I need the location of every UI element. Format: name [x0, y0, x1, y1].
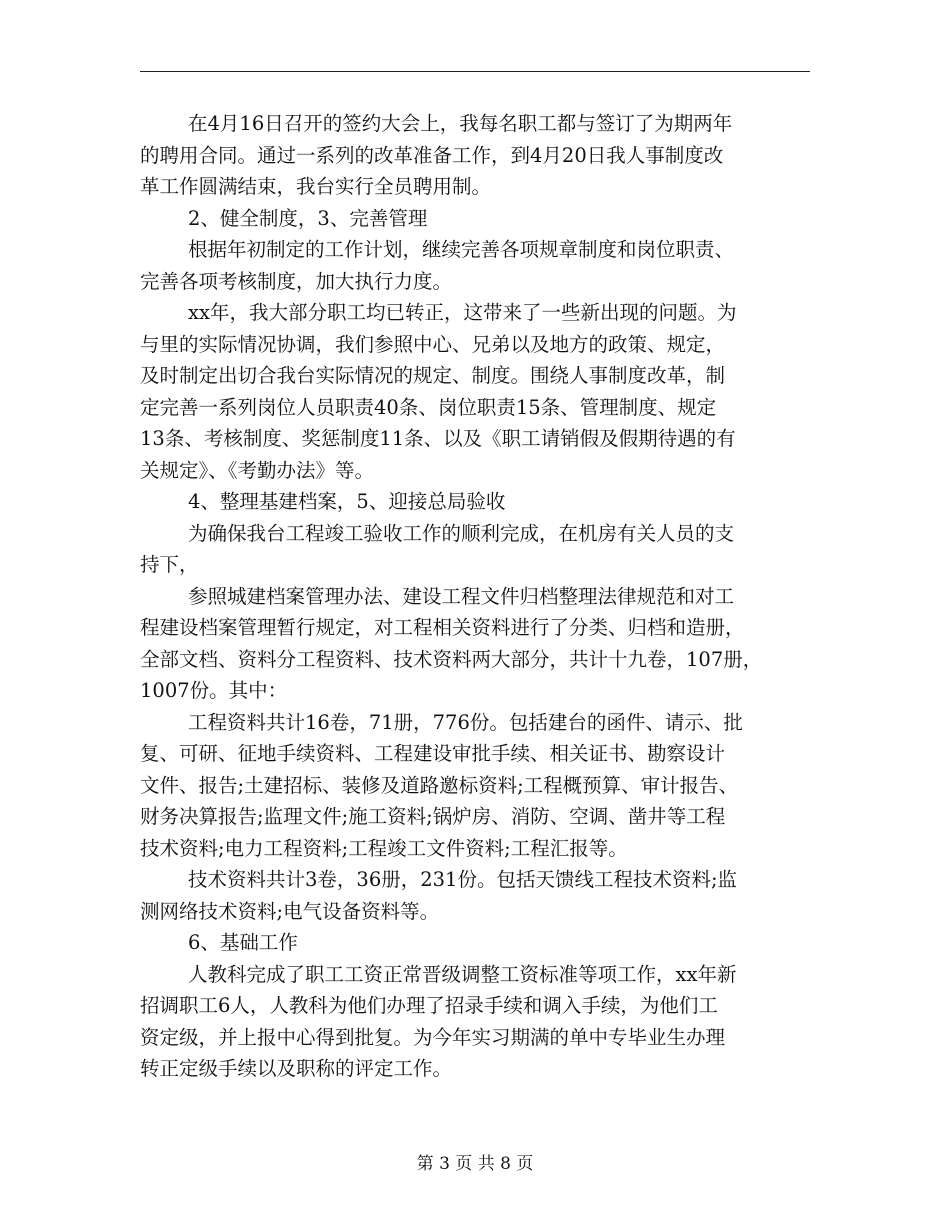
text-line: 资定级，并上报中心得到批复。为今年实习期满的单中专毕业生办理: [140, 1025, 726, 1049]
text-line: 全部文档、资料分工程资料、技术资料两大部分，共计十九卷，107册，: [140, 647, 763, 671]
text-line: 2、健全制度，3、完善管理: [188, 206, 428, 230]
text-line: 的聘用合同。通过一系列的改革准备工作，到4月20日我人事制度改: [140, 143, 724, 167]
text-line: 文件、报告;土建招标、装修及道路邀标资料;工程概预算、审计报告、: [140, 773, 739, 797]
document-body: [140, 108, 812, 1085]
text-line: 为确保我台工程竣工验收工作的顺利完成，在机房有关人员的支: [188, 521, 735, 545]
text-line: 人教科完成了职工工资正常晋级调整工资标准等项工作，xx年新: [188, 962, 737, 986]
page-number: 第 3 页 共 8 页: [416, 1154, 534, 1174]
text-line: 复、可研、征地手续资料、工程建设审批手续、相关证书、勘察设计: [140, 742, 726, 765]
text-line: 在4月16日召开的签约大会上，我每名职工都与签订了为期两年: [188, 112, 733, 135]
text-line: 与里的实际情况协调，我们参照中心、兄弟以及地方的政策、规定，: [140, 332, 726, 356]
text-line: 13条、考核制度、奖惩制度11条、以及《职工请销假及假期待遇的有: [140, 427, 736, 450]
text-line: 技术资料;电力工程资料;工程竣工文件资料;工程汇报等。: [140, 836, 628, 860]
text-line: 定完善一系列岗位人员职责40条、岗位职责15条、管理制度、规定: [140, 395, 717, 419]
text-line: 工程资料共计16卷，71册，776份。包括建台的函件、请示、批: [188, 710, 743, 734]
text-line: 参照城建档案管理办法、建设工程文件归档整理法律规范和对工: [188, 584, 735, 608]
text-line: 完善各项考核制度，加大执行力度。: [140, 269, 453, 293]
text-line: 及时制定出切合我台实际情况的规定、制度。围绕人事制度改革，制: [140, 364, 726, 387]
text-line: 技术资料共计3卷，36册，231份。包括天馈线工程技术资料;监: [188, 868, 738, 891]
text-line: 1007份。其中：: [140, 679, 288, 702]
text-line: 持下，: [140, 553, 199, 576]
text-line: 招调职工6人，人教科为他们办理了招录手续和调入手续，为他们工: [140, 994, 718, 1017]
text-line: 财务决算报告;监理文件;施工资料;锅炉房、消防、空调、凿井等工程: [140, 805, 726, 828]
text-line: 6、基础工作: [188, 931, 298, 954]
text-line: 程建设档案管理暂行规定，对工程相关资料进行了分类、归档和造册，: [140, 616, 745, 639]
text-line: 测网络技术资料;电气设备资料等。: [140, 899, 440, 923]
text-line: 关规定》、《考勤办法》等。: [140, 458, 375, 482]
text-line: 4、整理基建档案，5、迎接总局验收: [188, 490, 506, 513]
text-line: 革工作圆满结束，我台实行全员聘用制。: [140, 175, 492, 198]
text-line: 转正定级手续以及职称的评定工作。: [140, 1057, 453, 1080]
text-line: 根据年初制定的工作计划，继续完善各项规章制度和岗位职责、: [188, 238, 735, 261]
header-rule: [140, 71, 810, 72]
text-line: xx年，我大部分职工均已转正，这带来了一些新出现的问题。为: [188, 301, 737, 324]
